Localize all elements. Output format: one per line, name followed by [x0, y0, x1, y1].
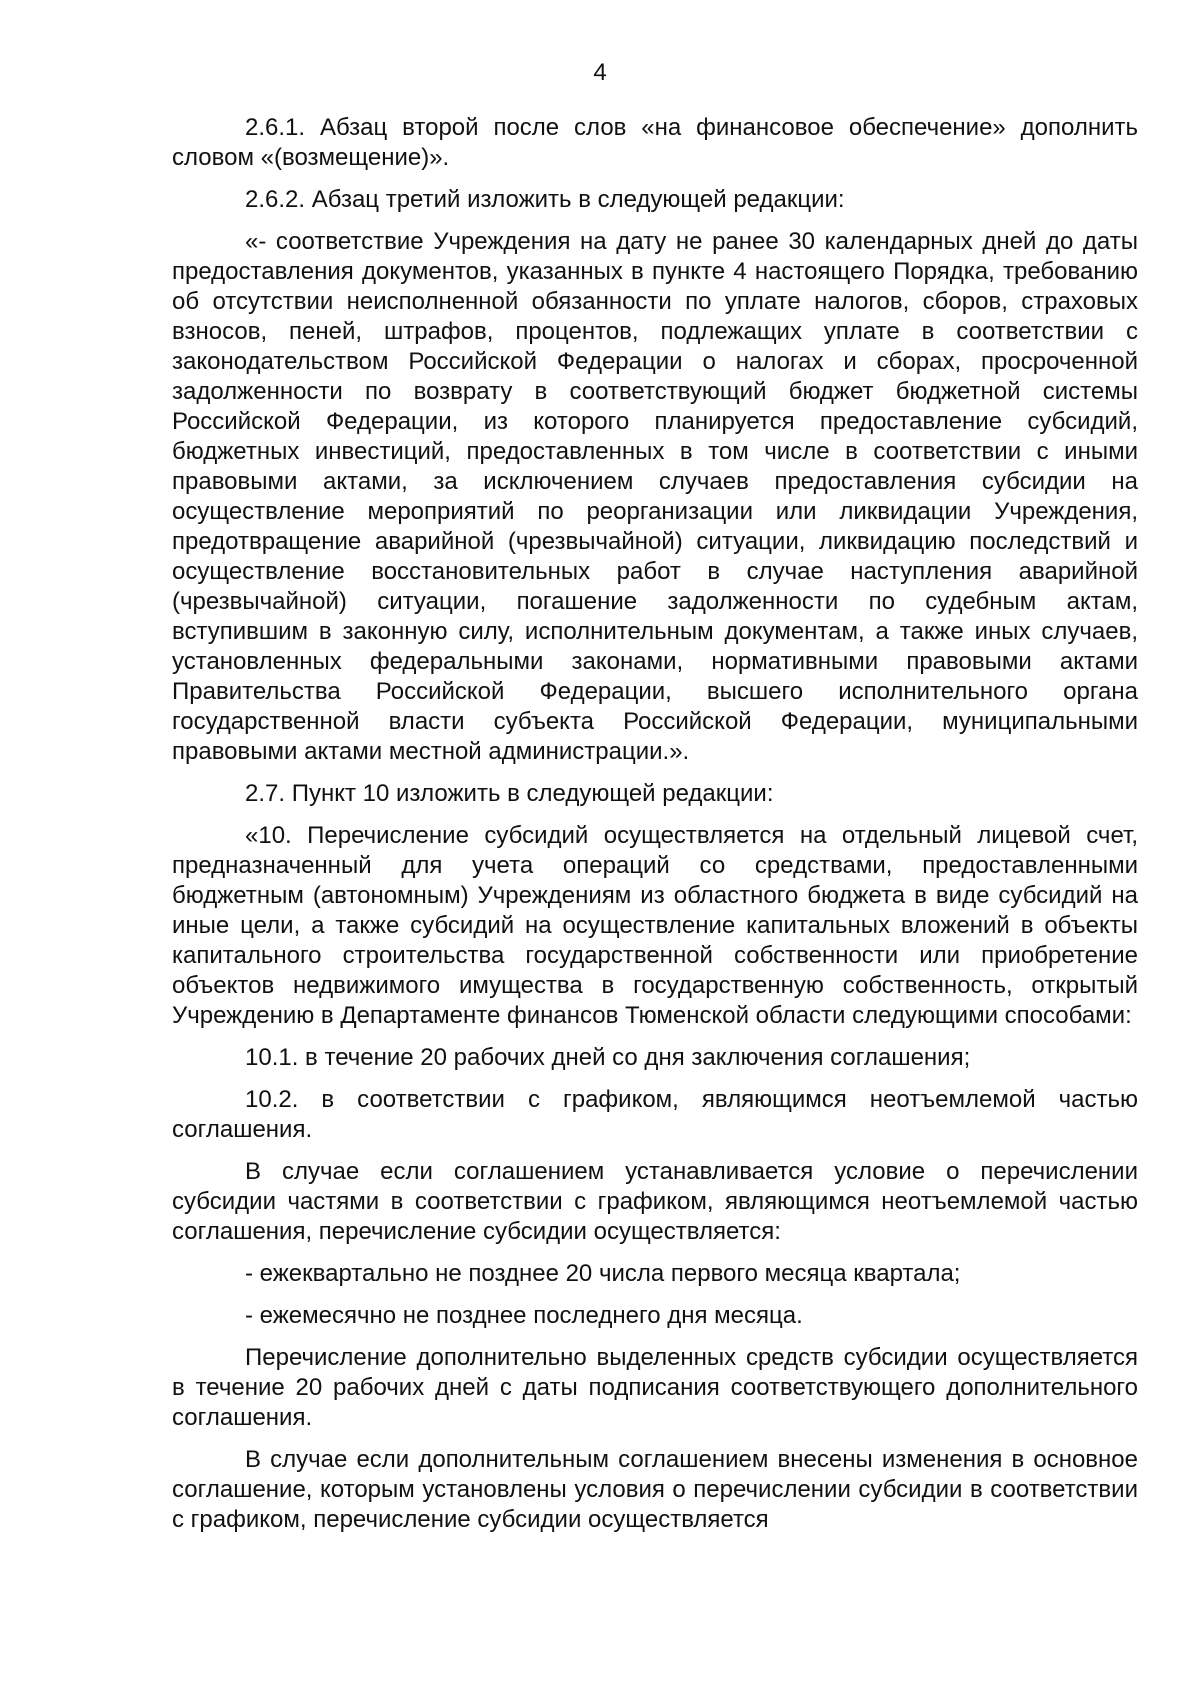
paragraph-2-6-2: 2.6.2. Абзац третий изложить в следующей редакции:	[245, 186, 845, 213]
page-number: 4	[593, 59, 607, 86]
paragraph-quoted-requirement: «- соответствие Учреждения на дату не ранее 30 календарных дней до даты предоставления документов, указанных в пункте 4 настоящего Порядка, требованию об отсутствии неисполненной обязанности по уплате налогов, сборов, страховых взносов, пеней, штрафов, процентов, подлежащих уплате в соответствии с законодательством Российской Федерации о налогах и сборах, просроченной задолженности по возврату в соответствующий бюджет бюджетной системы Российской Федерации, из которого планируется предоставление субсидий, бюджетных инвестиций, предоставленных в том числе в соответствии с иными правовыми актами, за исключением случаев предоставления субсидии на осуществление мероприятий по реорганизации или ликвидации Учреждения, предотвращение аварийной (чрезвычайной) ситуации, ликвидацию последствий и осуществление восстановительных работ в случае наступления аварийной (чрезвычайной) ситуации, погашение задолженности по судебным актам, вступившим в законную силу, исполнительным документам, а также иных случаев, установленных федеральными законами, нормативными правовыми актами Правительства Российской Федерации, высшего исполнительного органа государственной власти субъекта Российской Федерации, муниципальными правовыми актами местной администрации.».	[172, 228, 1138, 765]
paragraph-additional-funds: Перечисление дополнительно выделенных средств субсидии осуществляется в течение 20 рабочих дней с даты подписания соответствующего дополнительного соглашения.	[172, 1344, 1138, 1431]
list-item-monthly: - ежемесячно не позднее последнего дня месяца.	[245, 1302, 803, 1329]
paragraph-installments: В случае если соглашением устанавливается условие о перечислении субсидии частями в соответствии с графиком, являющимся неотъемлемой частью соглашения, перечисление субсидии осуществляется:	[172, 1158, 1138, 1245]
paragraph-10: «10. Перечисление субсидий осуществляется на отдельный лицевой счет, предназначенный для учета операций со средствами, предоставленными бюджетным (автономным) Учреждениям из областного бюджета в виде субсидий на иные цели, а также субсидий на осуществление капитальных вложений в объекты капитального строительства государственной собственности или приобретение объектов недвижимого имущества в государственную собственность, открытый Учреждению в Департаменте финансов Тюменской области следующими способами:	[172, 822, 1138, 1029]
paragraph-amendments: В случае если дополнительным соглашением внесены изменения в основное соглашение, которым установлены условия о перечислении субсидии в соответствии с графиком, перечисление субсидии осуществляется	[172, 1446, 1138, 1533]
paragraph-2-6-1: 2.6.1. Абзац второй после слов «на финансовое обеспечение» дополнить словом «(возмещение)».	[172, 114, 1138, 171]
paragraph-10-1: 10.1. в течение 20 рабочих дней со дня заключения соглашения;	[245, 1044, 971, 1071]
paragraph-10-2: 10.2. в соответствии с графиком, являющимся неотъемлемой частью соглашения.	[172, 1086, 1138, 1143]
list-item-quarterly: - ежеквартально не позднее 20 числа первого месяца квартала;	[245, 1260, 961, 1287]
document-body	[172, 113, 1138, 1547]
paragraph-2-7: 2.7. Пункт 10 изложить в следующей редакции:	[245, 780, 774, 807]
